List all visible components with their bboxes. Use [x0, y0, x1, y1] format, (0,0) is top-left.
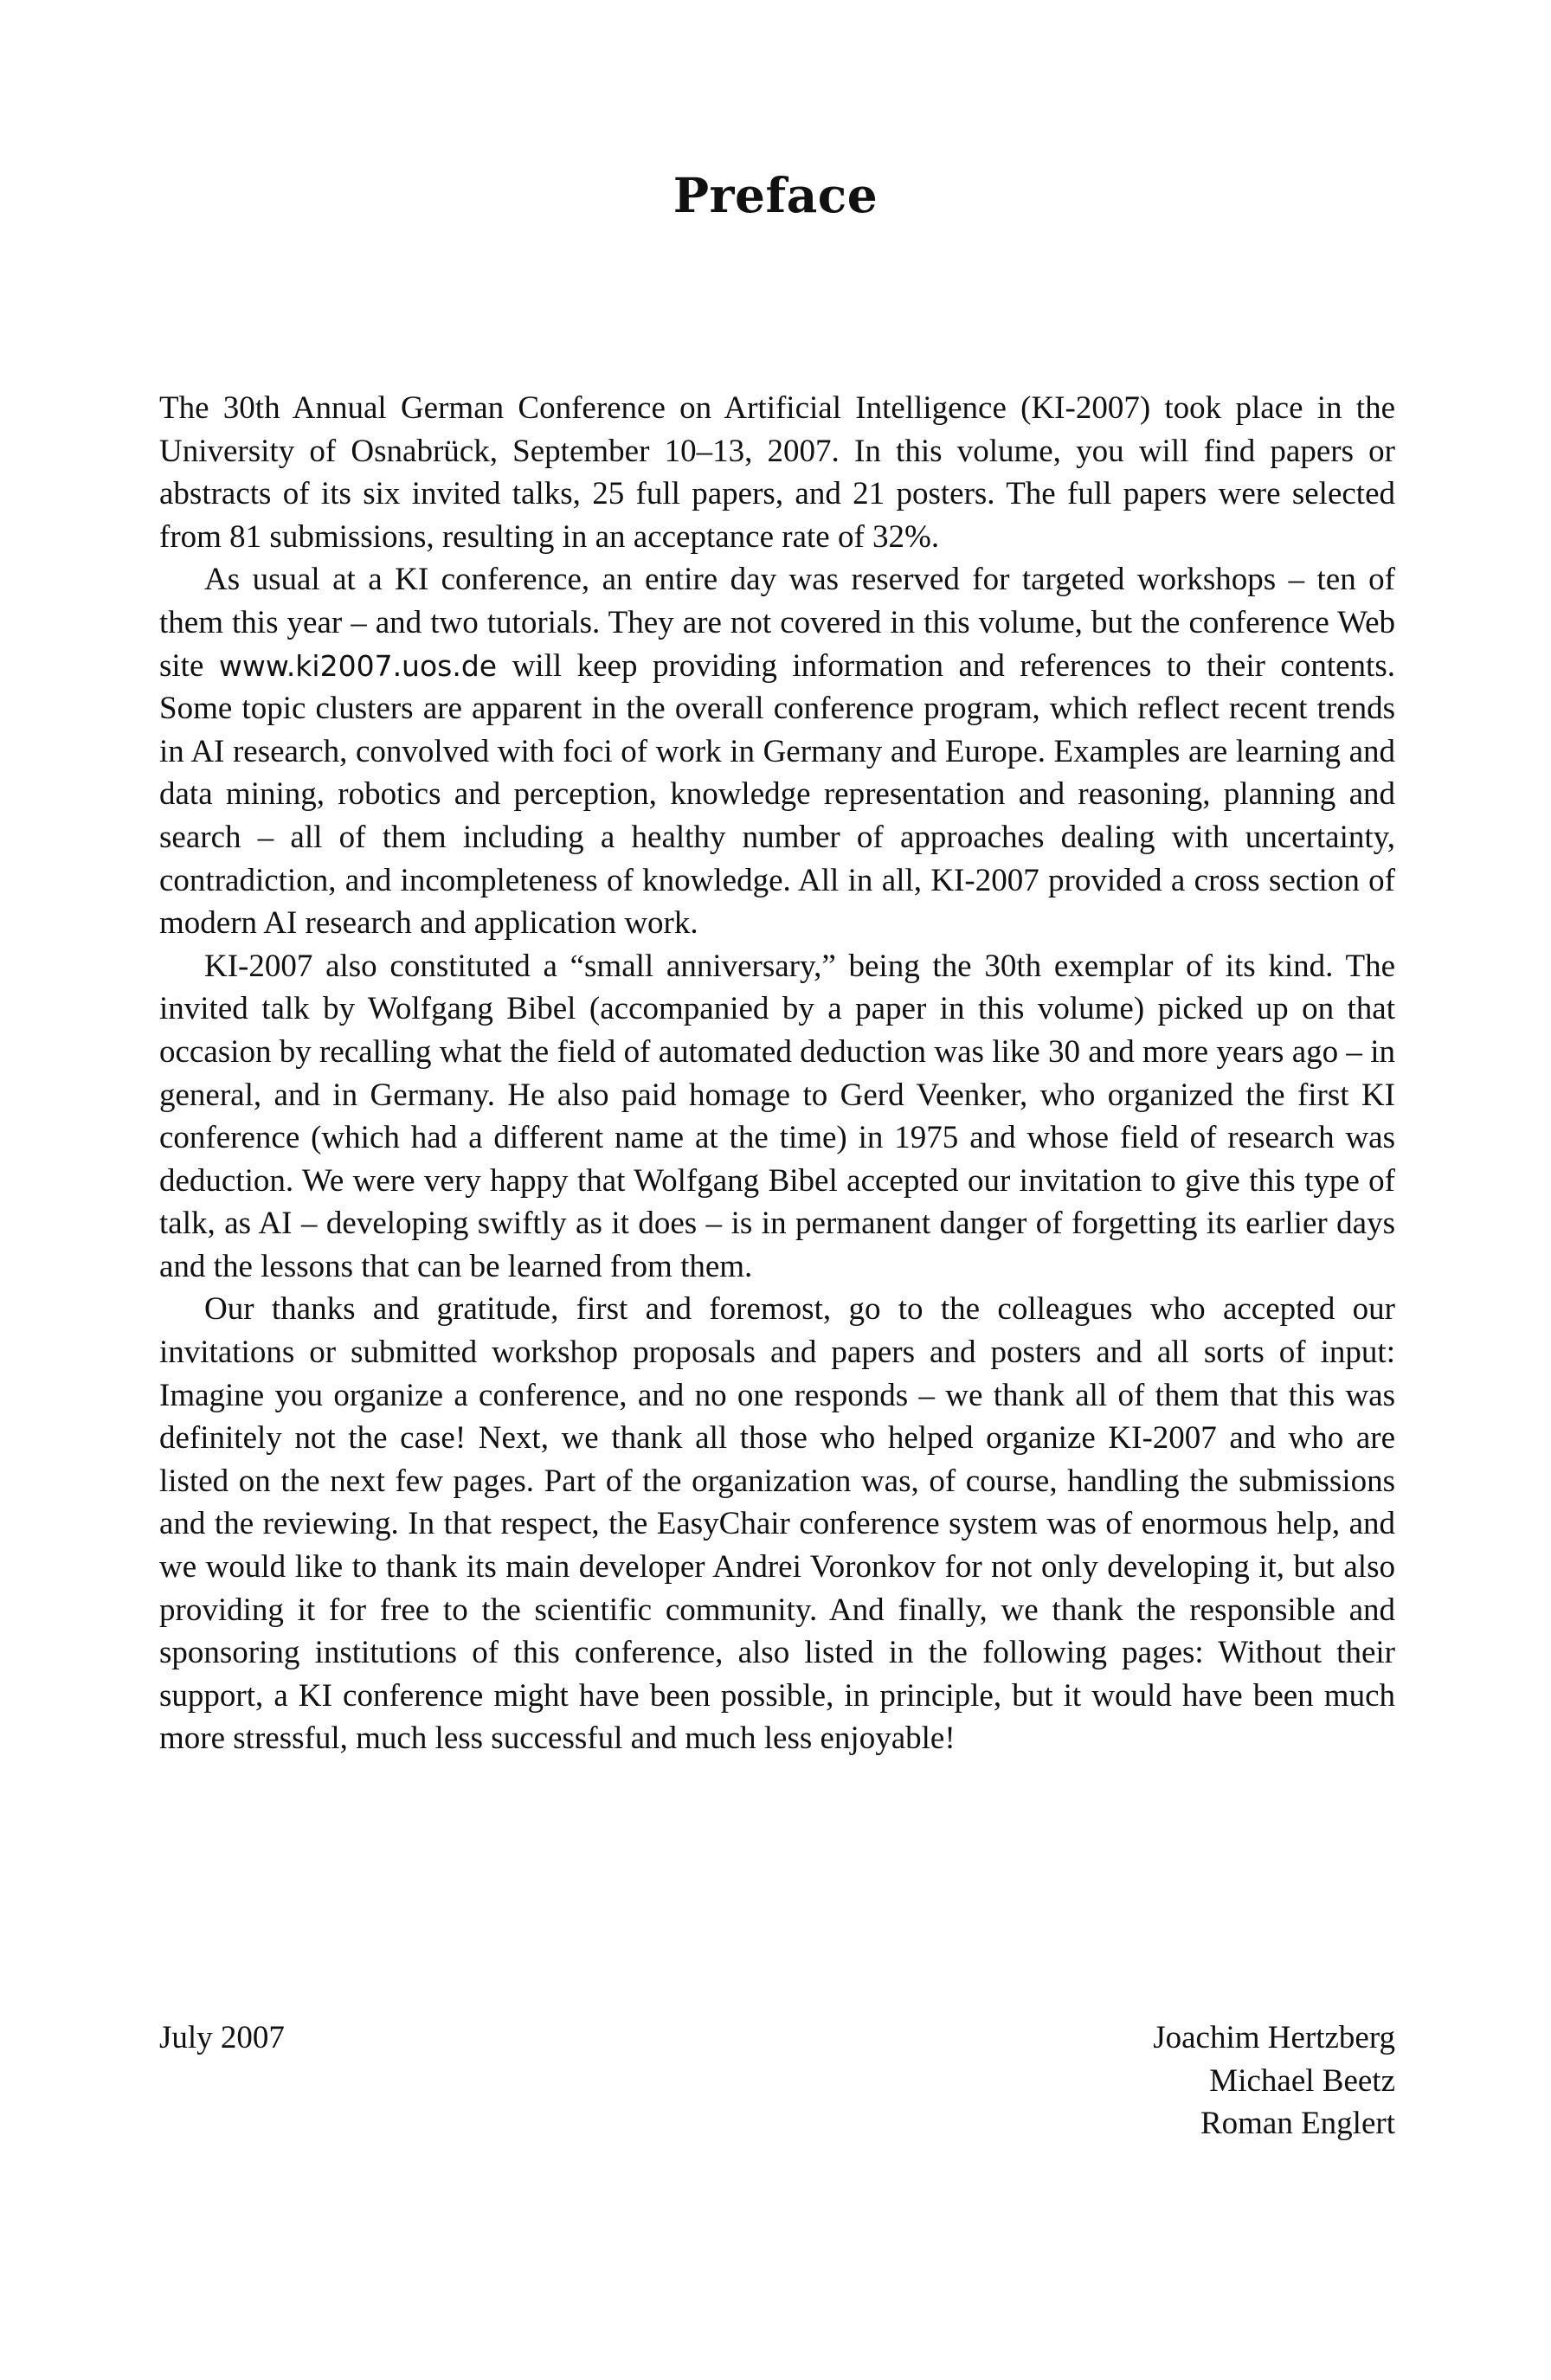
author-name: Joachim Hertzberg [1153, 2020, 1395, 2055]
signature-date: July 2007 [159, 2020, 285, 2055]
signature-authors [1153, 2017, 1395, 2145]
paragraph-2-text-b: will keep providing information and references to their contents. Some topic clusters are apparent in the overall conference program, which reflect recent trends in AI research, convolved with foci of work in Germany and Europe. Examples are learning and data mining, robotics and perception, knowledge representation and reasoning, planning and search – all of them including a healthy number of approaches dealing with uncertainty, contradiction, and incompleteness of knowledge. All in all, KI-2007 provided a cross section of modern AI research and application work. [159, 647, 1395, 942]
paragraph-1: The 30th Annual German Conference on Artificial Intelligence (KI-2007) took place in the University of Osnabrück, September 10–13, 2007. In this volume, you will find papers or abstracts of its six invited talks, 25 full papers, and 21 posters. The full papers were selected from 81 submissions, resulting in an acceptance rate of 32%. [159, 390, 1395, 555]
paragraph-2-text-a: As usual at a KI conference, an entire day was reserved for targeted workshops – ten of them this year – and two tutorials. They are not covered in this volume, but the conference Web site [159, 562, 1395, 684]
paragraph-2 [159, 558, 1395, 944]
paragraph-4: Our thanks and gratitude, first and foremost, go to the colleagues who accepted our invitations or submitted workshop proposals and papers and posters and all sorts of input: Imagine you organize a conference, and no one responds – we thank all of them that this was definitely not the case! Next, we thank all those who helped organize KI-2007 and who are listed on the next few pages. Part of the organization was, of course, handling the submissions and the reviewing. In that respect, the EasyChair conference system was of enormous help, and we would like to thank its main developer Andrei Voronkov for not only developing it, but also providing it for free to the scientific community. And finally, we thank the responsible and sponsoring institutions of this conference, also listed in the following pages: Without their support, a KI conference might have been possible, in principle, but it would have been much more stressful, much less successful and much less enjoyable! [159, 1291, 1395, 1757]
author-name: Michael Beetz [1209, 2062, 1395, 2099]
page-title: Preface [673, 167, 878, 223]
conference-url-link[interactable]: www.ki2007.uos.de [218, 648, 498, 683]
author-name: Roman Englert [1200, 2106, 1395, 2142]
preface-body [159, 387, 1395, 1760]
paragraph-3: KI-2007 also constituted a “small anniversary,” being the 30th exemplar of its kind. The invited talk by Wolfgang Bibel (accompanied by a paper in this volume) picked up on that occasion by recalling what the field of automated deduction was like 30 and more years ago – in general, and in Germany. He also paid homage to Gerd Veenker, who organized the first KI conference (which had a different name at the time) in 1975 and whose field of research was deduction. We were very happy that Wolfgang Bibel accepted our invitation to give this type of talk, as AI – developing swiftly as it does – is in permanent danger of forgetting its earlier days and the lessons that can be learned from them. [159, 948, 1395, 1284]
